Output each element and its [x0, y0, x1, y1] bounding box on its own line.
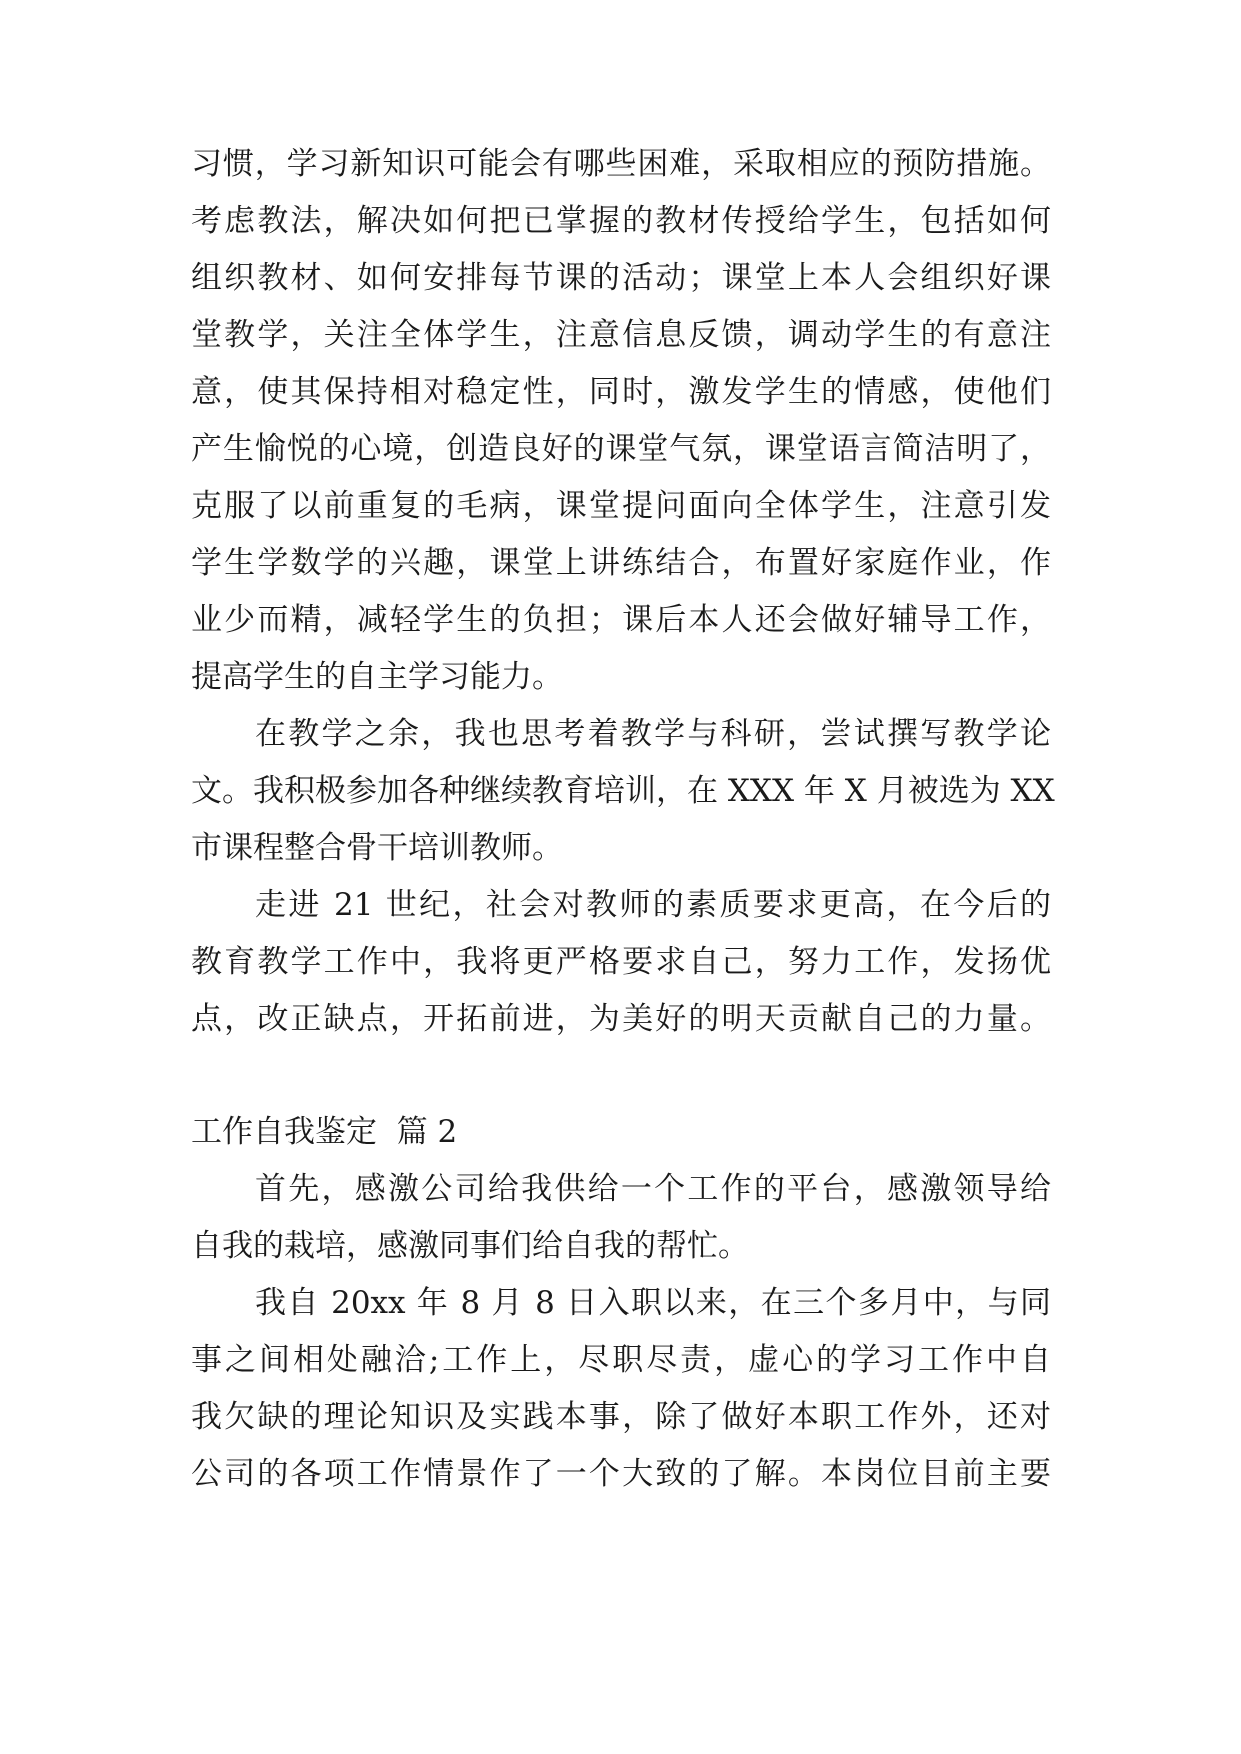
text-line: 公司的各项工作情景作了一个大致的了解。本岗位目前主要: [191, 1456, 1051, 1492]
text-line: 产生愉悦的心境，创造良好的课堂气氛，课堂语言简洁明了，: [191, 431, 1051, 467]
text-line: 市课程整合骨干培训教师。: [191, 830, 563, 866]
text-line: 克服了以前重复的毛病，课堂提问面向全体学生，注意引发: [191, 488, 1051, 524]
text-line: 文。我积极参加各种继续教育培训，在 XXX 年 X 月被选为 XX: [191, 773, 1055, 809]
text-line: 在教学之余，我也思考着教学与科研，尝试撰写教学论: [255, 716, 1051, 752]
text-line: 组织教材、如何安排每节课的活动；课堂上本人会组织好课: [191, 260, 1051, 296]
text-line: 业少而精，减轻学生的负担；课后本人还会做好辅导工作，: [191, 602, 1051, 638]
text-line: 我自 20xx 年 8 月 8 日入职以来，在三个多月中，与同: [255, 1285, 1051, 1321]
text-line: 教育教学工作中，我将更严格要求自己，努力工作，发扬优: [191, 944, 1051, 980]
text-line: 首先，感激公司给我供给一个工作的平台，感激领导给: [255, 1171, 1051, 1207]
section-heading: 工作自我鉴定 篇 2: [191, 1114, 458, 1150]
text-line: 习惯，学习新知识可能会有哪些困难，采取相应的预防措施。: [191, 146, 1051, 182]
text-line: 走进 21 世纪，社会对教师的素质要求更高，在今后的: [255, 887, 1051, 923]
text-line: 事之间相处融洽;工作上，尽职尽责，虚心的学习工作中自: [191, 1342, 1051, 1378]
text-line: 点，改正缺点，开拓前进，为美好的明天贡献自己的力量。: [191, 1001, 1051, 1037]
text-line: 我欠缺的理论知识及实践本事，除了做好本职工作外，还对: [191, 1399, 1051, 1435]
text-line: 提高学生的自主学习能力。: [191, 659, 563, 695]
text-line: 意，使其保持相对稳定性，同时，激发学生的情感，使他们: [191, 374, 1051, 410]
text-line: 堂教学，关注全体学生，注意信息反馈，调动学生的有意注: [191, 317, 1051, 353]
text-line: 学生学数学的兴趣，课堂上讲练结合，布置好家庭作业，作: [191, 545, 1051, 581]
text-line: 自我的栽培，感激同事们给自我的帮忙。: [191, 1228, 749, 1264]
text-line: 考虑教法，解决如何把已掌握的教材传授给学生，包括如何: [191, 203, 1051, 239]
